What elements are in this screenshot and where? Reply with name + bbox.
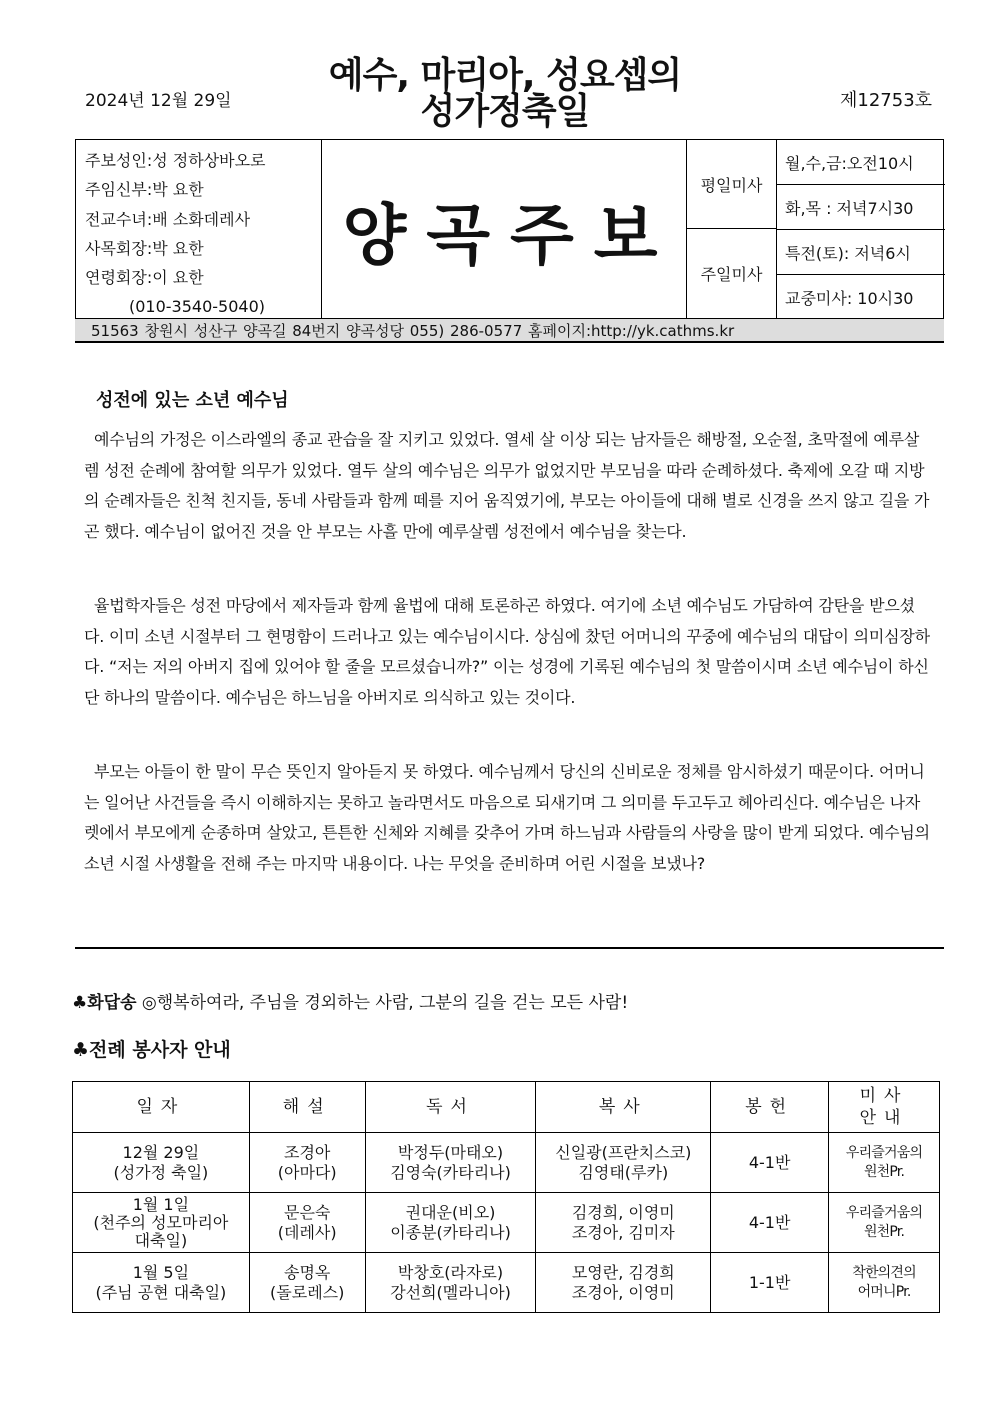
responsorial-label: ♣화답송 — [72, 993, 137, 1013]
servers-title: ♣전례 봉사자 안내 — [72, 1039, 231, 1061]
mass-time: 월,수,금:오전10시 — [777, 140, 945, 185]
cell-reading: 권대운(비오) 이종분(카타리나) — [365, 1193, 536, 1253]
responsorial-psalm — [72, 988, 628, 1013]
staff-line: 전교수녀:배 소화데레사 — [85, 209, 251, 229]
header-date: 일자 — [73, 1082, 250, 1133]
header-offering: 봉헌 — [711, 1082, 829, 1133]
cell-commentary: 문은숙 (데레사) — [249, 1193, 365, 1253]
table-row — [73, 1253, 940, 1313]
cell-offering: 1-1반 — [711, 1253, 829, 1313]
divider — [75, 947, 944, 949]
header-guide: 미사 안내 — [829, 1082, 940, 1133]
cell-servers: 신일광(프란치스코) 김영태(루카) — [536, 1133, 711, 1193]
masthead-box — [75, 139, 944, 319]
bulletin-date: 2024년 12월 29일 — [85, 91, 232, 111]
cell-reading: 박창호(라자로) 강선희(멜라니아) — [365, 1253, 536, 1313]
article-paragraph: 부모는 아들이 한 말이 무슨 뜻인지 알아듣지 못 하였다. 예수님께서 당신의 신비로운 정체를 암시하셨기 때문이다. 어머니는 일어난 사건들을 즉시 이해하지는 못하고 놀라면서도 마음으로 되새기며 그 의미를 두고두고 헤아리신다. 예수님은 나자렛에서 부모에게 순종하며 살았고, 튼튼한 신체와 지혜를 갖추어 가며 하느님과 사람들의 사랑을 많이 받게 되었다. 예수님의 소년 시절 사생활을 전해 주는 마지막 내용이다. 나는 무엇을 준비하며 어린 시절을 보냈나? — [84, 762, 930, 873]
mass-labels — [686, 140, 777, 318]
cell-offering: 4-1반 — [711, 1133, 829, 1193]
article-paragraph: 율법학자들은 성전 마당에서 제자들과 함께 율법에 대해 토론하곤 하였다. 여기에 소년 예수님도 가담하여 감탄을 받으셨다. 이미 소년 시절부터 그 현명함이 드러나고 있는 예수님이시다. 상심에 찼던 어머니의 꾸중에 예수님의 대답이 의미심장하다. “저는 저의 아버지 집에 있어야 할 줄을 모르셨습니까?” 이는 성경에 기록된 예수님의 첫 말씀이시며 소년 예수님이 하신 단 하나의 말씀이다. 예수님은 하느님을 아버지로 의식하고 있는 것이다. — [84, 596, 930, 707]
staff-line: 주임신부:박 요한 — [85, 180, 204, 200]
table-row — [73, 1193, 940, 1253]
cell-offering: 4-1반 — [711, 1193, 829, 1253]
cell-commentary: 송명옥 (돌로레스) — [249, 1253, 365, 1313]
cell-date: 1월 5일 (주님 공현 대축일) — [73, 1253, 250, 1313]
staff-list — [76, 140, 322, 318]
cell-guide: 우리즐거움의 원천Pr. — [829, 1133, 940, 1193]
table-header-row — [73, 1082, 940, 1133]
cell-reading: 박정두(마태오) 김영숙(카타리나) — [365, 1133, 536, 1193]
weekday-mass-label: 평일미사 — [687, 140, 776, 229]
issue-number: 제12753호 — [840, 90, 933, 111]
staff-line: 사목회장:박 요한 — [85, 238, 204, 258]
mass-time: 특전(토): 저녁6시 — [777, 230, 945, 275]
mass-time: 교중미사: 10시30 — [785, 289, 914, 308]
cell-guide: 착한의견의 어머니Pr. — [829, 1253, 940, 1313]
cell-guide: 우리즐거움의 원천Pr. — [829, 1193, 940, 1253]
cell-commentary: 조경아 (아마다) — [249, 1133, 365, 1193]
cell-servers: 모영란, 김경희 조경아, 이영미 — [536, 1253, 711, 1313]
mass-times — [777, 140, 945, 318]
cell-date: 12월 29일 (성가정 축일) — [73, 1133, 250, 1193]
header-reading: 독서 — [365, 1082, 536, 1133]
responsorial-text: ◎행복하여라, 주님을 경외하는 사람, 그분의 길을 걷는 모든 사람! — [136, 993, 629, 1013]
page-title — [240, 55, 770, 132]
header-commentary: 해설 — [249, 1082, 365, 1133]
address-bar: 51563 창원시 성산구 양곡길 84번지 양곡성당 055) 286-0577 홈페이지:http://yk.cathms.kr — [75, 319, 944, 343]
cell-servers: 김경희, 이영미 조경아, 김미자 — [536, 1193, 711, 1253]
staff-line: 연령회장:이 요한 — [85, 268, 204, 288]
cell-date: 1월 1일 (천주의 성모마리아 대축일) — [73, 1193, 250, 1253]
title-line-1: 예수, 마리아, 성요셉의 — [328, 55, 682, 96]
sunday-mass-label: 주일미사 — [700, 265, 763, 284]
staff-line: 주보성인:성 정하상바오로 — [85, 151, 266, 170]
servers-table — [72, 1081, 940, 1313]
header-servers: 복사 — [536, 1082, 711, 1133]
table-row — [73, 1133, 940, 1193]
article-title: 성전에 있는 소년 예수님 — [96, 390, 289, 411]
staff-phone: (010-3540-5040) — [129, 297, 266, 317]
article-paragraph: 예수님의 가정은 이스라엘의 종교 관습을 잘 지키고 있었다. 열세 살 이상 되는 남자들은 해방절, 오순절, 초막절에 예루살렘 성전 순례에 참여할 의무가 있었다. 열두 살의 예수님은 의무가 없었지만 부모님을 따라 순례하셨다. 축제에 오갈 때 지방의 순례자들은 친척 친지들, 동네 사람들과 함께 떼를 지어 움직였기에, 부모는 아이들에 대해 별로 신경을 쓰지 않고 길을 가곤 했다. 예수님이 없어진 것을 안 부모는 사흘 만에 예루살렘 성전에서 예수님을 찾는다. — [84, 430, 930, 541]
title-line-2: 성가정축일 — [420, 91, 590, 132]
bulletin-logo: 양곡주보 — [342, 196, 678, 274]
mass-time: 화,목 : 저녁7시30 — [777, 185, 945, 230]
